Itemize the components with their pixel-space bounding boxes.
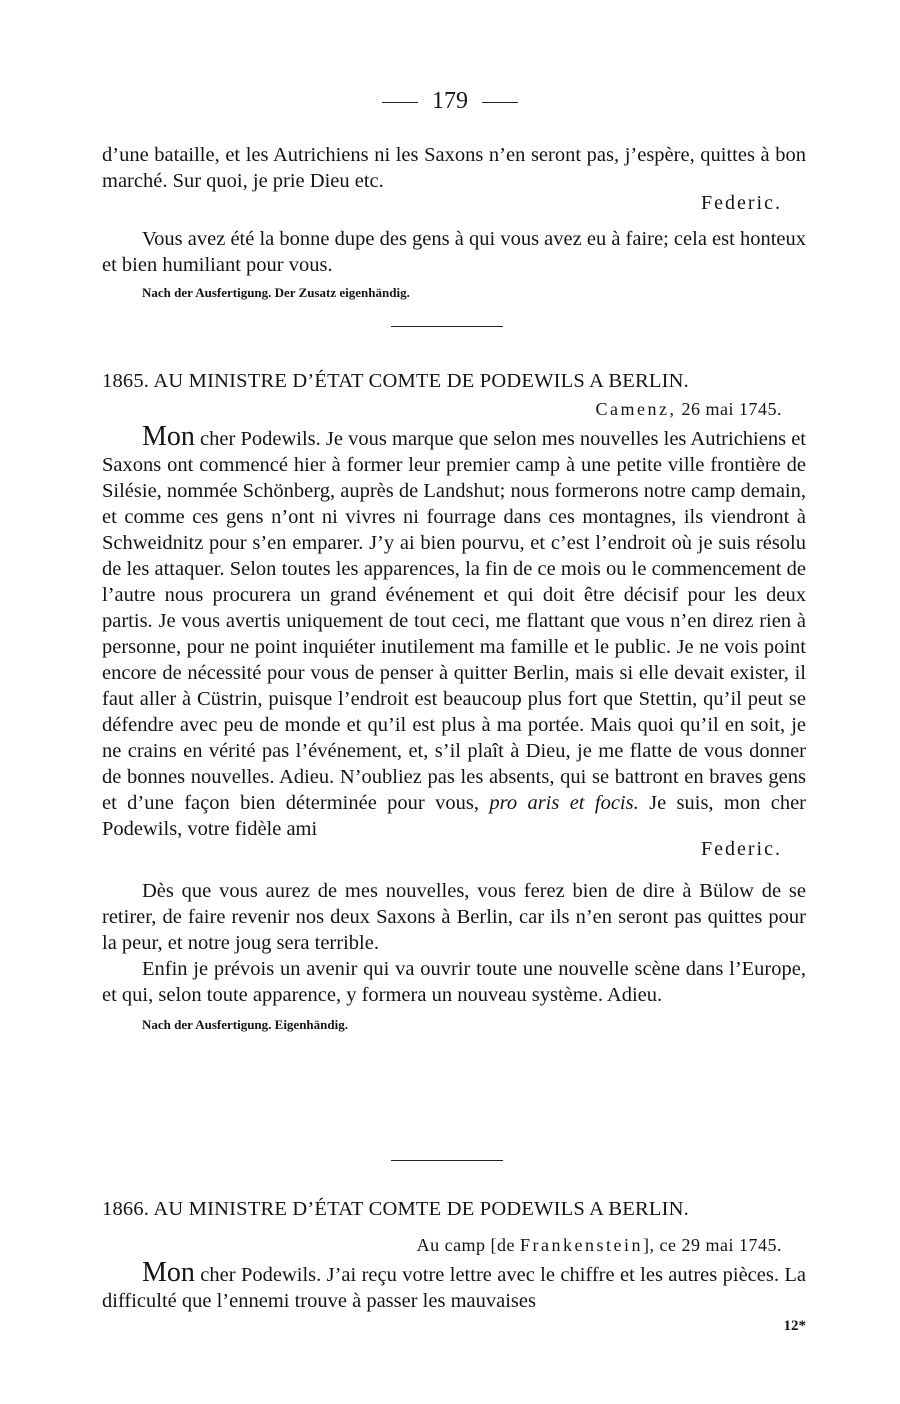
letter-heading: 1865. AU MINISTRE D’ÉTAT COMTE DE PODEWILS A BERLIN. <box>102 370 689 392</box>
place-name: Camenz, <box>595 399 677 419</box>
letter-body <box>102 421 807 842</box>
source-note: Nach der Ausfertigung. Eigenhändig. <box>142 1017 348 1032</box>
signature: Federic. <box>701 192 782 214</box>
place-date <box>102 1232 806 1258</box>
sheet-signature-mark: 12* <box>783 1318 806 1334</box>
place-name: Frankenstein <box>520 1235 644 1255</box>
body-text: cher Podewils. J’ai reçu votre lettre avec le chiffre et les autres pièces. La difficulté que l’ennemi trouve à passer les mauvaises <box>102 1264 806 1312</box>
closing-paragraph: d’une bataille, et les Autrichiens ni les Saxons n’en seront pas, j’espère, quittes à bon marché. Sur quoi, je prie Dieu etc. <box>102 144 806 192</box>
letter-1864-ending <box>102 142 806 302</box>
header-dash-left <box>382 102 418 103</box>
letter-1866 <box>102 1196 806 1314</box>
initial-word: Mon <box>142 421 195 452</box>
body-closing: Je suis, mon cher Podewils, votre fidèle ami <box>102 792 807 840</box>
source-note: Nach der Ausfertigung. Der Zusatz eigenhändig. <box>142 285 410 300</box>
letter-body <box>102 1257 806 1314</box>
letter-1865 <box>102 368 806 1034</box>
signature: Federic. <box>701 838 782 860</box>
letter-heading: 1866. AU MINISTRE D’ÉTAT COMTE DE PODEWILS A BERLIN. <box>102 1198 689 1220</box>
place-prefix: Au camp [de <box>416 1235 516 1255</box>
section-divider <box>391 326 503 327</box>
postscript: Vous avez été la bonne dupe des gens à qui vous avez eu à faire; cela est honteux et bien humiliant pour vous. <box>102 228 806 276</box>
body-text: cher Podewils. Je vous marque que selon mes nouvelles les Autrichiens et Saxons ont commencé hier à former leur premier camp à une petite ville frontière de Silésie, nommée Schönberg, auprès de Landshut; nous formerons notre camp demain, et comme ces gens n’ont ni vivres ni fourrage dans ces montagnes, ils viendront à Schweidnitz pour s’en emparer. J’y ai bien pourvu, et c’est l’endroit où je suis résolu de les attaquer. Selon toutes les apparences, la fin de ce mois ou le commencement de l’autre nous procurera un grand événement et qui doit être décisif pour les deux partis. Je vous avertis uniquement de tout ceci, me flattant que vous n’en direz rien à personne, pour ne point inquiéter inutilement ma famille et le public. Je ne vois point encore de nécessité pour vous de penser à quitter Berlin, mais si elle devait exister, il faut aller à Cüstrin, puisque l’endroit est beaucoup plus fort que Stettin, qu’il peut se défendre avec peu de monde et qu’il est plus à ma portée. Mais quoi qu’il en soit, je ne crains en vérité pas l’événement, et, s’il plaît à Dieu, je me flatte de vous donner de bonnes nouvelles. Adieu. N’oubliez pas les absents, qui se battront en braves gens et d’une façon bien déterminée pour vous, <box>102 428 806 814</box>
place-date <box>102 396 806 422</box>
initial-word: Mon <box>142 1257 195 1288</box>
header-dash-right <box>482 102 518 103</box>
postscript-1: Dès que vous aurez de mes nouvelles, vous ferez bien de dire à Bülow de se retirer, de faire revenir nos deux Saxons à Berlin, car ils n’en seront pas quittes pour la peur, et notre joug sera terrible. <box>102 880 806 954</box>
postscript-2: Enfin je prévois un avenir qui va ouvrir toute une nouvelle scène dans l’Europe, et qui, selon toute apparence, y formera un nouveau système. Adieu. <box>102 958 806 1006</box>
date: ], ce 29 mai 1745. <box>643 1235 782 1255</box>
page-header <box>0 88 900 115</box>
page-number: 179 <box>432 88 468 114</box>
section-divider <box>391 1160 503 1161</box>
date: 26 mai 1745. <box>681 399 782 419</box>
latin-phrase: pro aris et focis. <box>489 792 639 814</box>
